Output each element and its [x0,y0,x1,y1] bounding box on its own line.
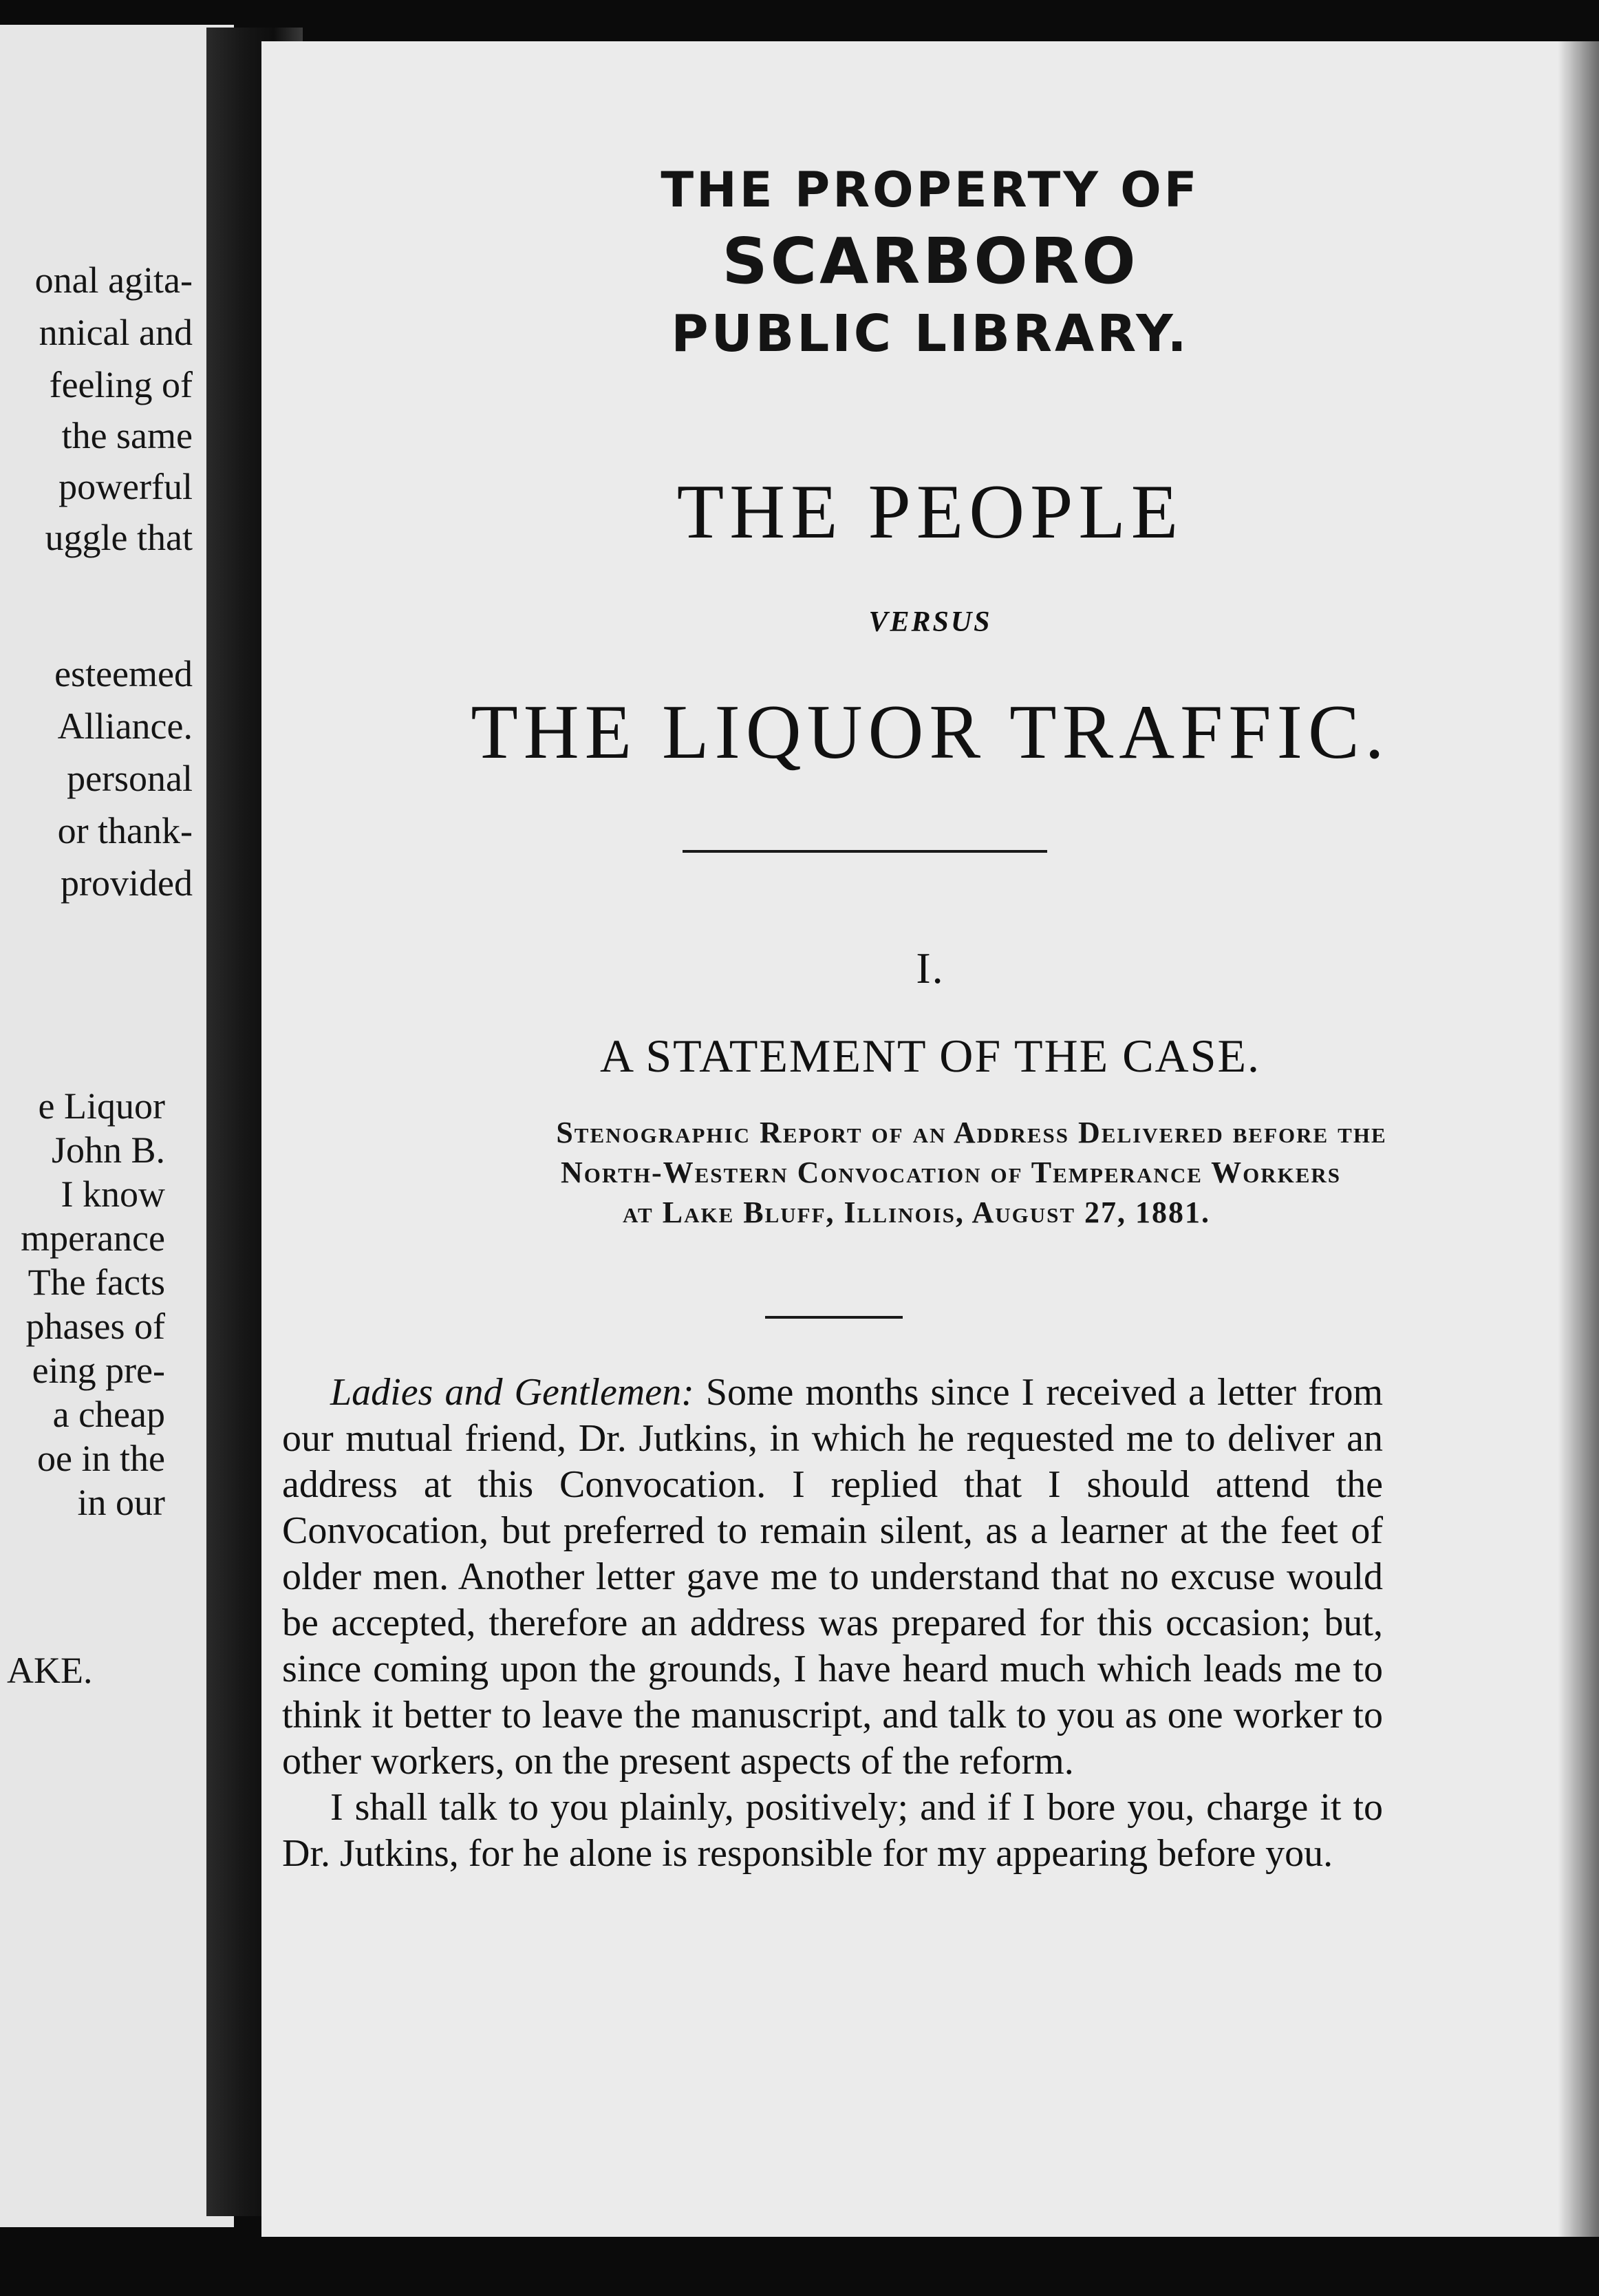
salutation: Ladies and Gentlemen: [330,1371,694,1414]
title-main: THE PEOPLE [676,469,1184,555]
left-page-signature: AKE. [7,1650,93,1691]
left-page-line: phases of [25,1306,165,1347]
left-page-line: uggle that [45,517,193,558]
left-page-line: oe in the [37,1438,165,1479]
left-page-line: provided [61,862,193,904]
left-facing-page [0,25,234,2227]
library-stamp-line-2: SCARBORO [722,224,1139,298]
left-page-line: esteemed [54,653,193,694]
title-subtitle: THE LIQUOR TRAFFIC. [471,690,1390,775]
section-divider [765,1316,903,1319]
body-paragraph-2: I shall talk to you plainly, positively; and if I bore you, charge it to Dr. Jutkins, for he alone is responsible for my appearing before you. [282,1786,1383,1875]
body-paragraph-1 [282,1370,1383,1785]
title-divider [683,850,1047,853]
left-page-line: nnical and [39,312,193,353]
section-numeral: I. [916,944,945,992]
left-page-line: mperance [21,1218,165,1259]
left-page-line: eing pre- [32,1350,165,1391]
left-page-line: or thank- [57,810,193,851]
left-page-line: the same [61,415,193,456]
library-stamp-line-1: THE PROPERTY OF [661,162,1200,218]
left-page-line: e Liquor [38,1085,165,1127]
left-page-line: Alliance. [57,705,193,747]
left-page-line: John B. [51,1129,165,1171]
body-paragraph-1-text: Some months since I received a letter from our mutual friend, Dr. Jutkins, in which he requested me to deliver an address at this Convocation. I replied that I should attend the Convocation, but preferred to remain silent, as a learner at the feet of older men. Another letter gave me to understand that no excuse would be accepted, therefore an address was prepared for this occasion; but, since coming upon the grounds, I have heard much which leads me to think it better to leave the manuscript, and talk to you as one worker to other workers, on the present aspects of the reform. [282,1371,1383,1783]
left-page-line: a cheap [52,1394,165,1435]
left-page-line: I know [61,1173,165,1215]
title-page [261,41,1599,2237]
left-page-line: The facts [28,1262,165,1303]
report-line-1: Stenographic Report of an Address Delivered before the [556,1116,1387,1149]
left-page-line: powerful [58,466,193,507]
left-page-line: personal [67,758,193,799]
report-line-3: at Lake Bluff, Illinois, August 27, 1881. [622,1195,1211,1229]
section-heading: A STATEMENT OF THE CASE. [599,1030,1261,1082]
title-versus: VERSUS [868,606,992,638]
left-page-line: in our [77,1482,165,1523]
left-page-line: onal agita- [34,259,193,301]
address-body [282,1370,1383,1877]
library-stamp-line-3: PUBLIC LIBRARY. [671,304,1190,363]
left-page-line: feeling of [49,364,193,405]
report-line-2: North-Western Convocation of Temperance Workers [560,1156,1342,1189]
